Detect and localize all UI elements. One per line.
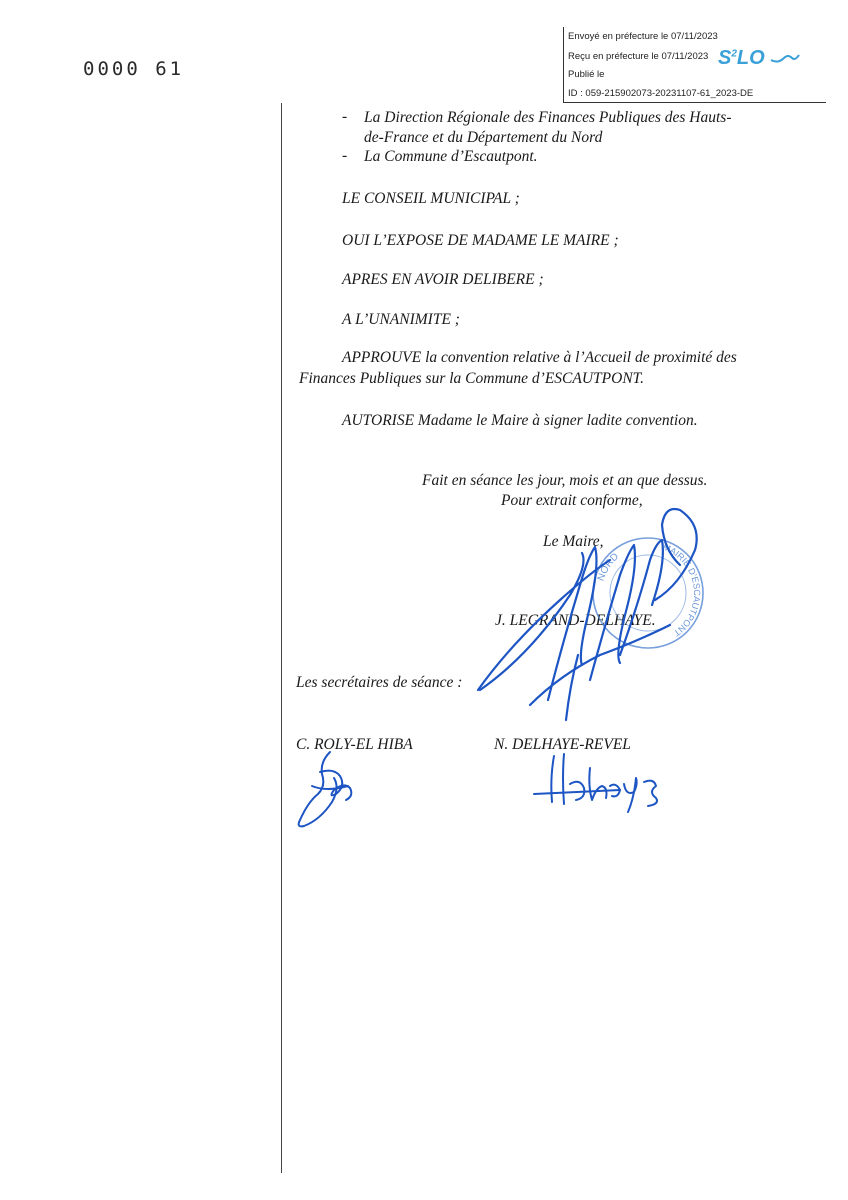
secretary-2-name: N. DELHAYE-REVEL bbox=[494, 736, 631, 753]
mayor-name: J. LEGRAND-DELHAYE. bbox=[495, 612, 656, 629]
mayor-signature bbox=[470, 505, 720, 730]
bullet-1-line-1: La Direction Régionale des Finances Publiques des Hauts- bbox=[364, 109, 732, 126]
approuve-line-2: Finances Publiques sur la Commune d’ESCAUTPONT. bbox=[299, 370, 645, 387]
stamp-received: Reçu en préfecture le 07/11/2023 bbox=[568, 51, 709, 62]
conseil-line: LE CONSEIL MUNICIPAL ; bbox=[342, 190, 520, 207]
svg-text:MAIRIE D’ESCAUTPONT: MAIRIE D’ESCAUTPONT bbox=[661, 541, 703, 639]
stamp-published: Publié le bbox=[568, 69, 605, 80]
s2low-logo: $S^2LO$ bbox=[718, 47, 800, 70]
secretary-2-signature bbox=[530, 748, 670, 823]
approuve-line-1: APPROUVE la convention relative à l’Accueil de proximité des bbox=[342, 349, 737, 366]
page-number: 0000 61 bbox=[83, 58, 185, 80]
autorise-line: AUTORISE Madame le Maire à signer ladite convention. bbox=[342, 412, 698, 429]
unanimite-line: A L’UNANIMITE ; bbox=[342, 311, 460, 328]
secretary-1-signature bbox=[290, 742, 370, 832]
stamp-sent: Envoyé en préfecture le 07/11/2023 bbox=[568, 31, 718, 42]
fait-line: Fait en séance les jour, mois et an que dessus. bbox=[422, 472, 708, 489]
svg-text:NORD: NORD bbox=[595, 551, 622, 583]
bullet-dash: - bbox=[342, 147, 348, 164]
secretary-1-name: C. ROLY-EL HIBA bbox=[296, 736, 413, 753]
mayor-role: Le Maire, bbox=[543, 533, 604, 550]
bullet-dash: - bbox=[342, 108, 348, 125]
logo-swoosh-icon bbox=[770, 52, 800, 66]
oui-line: OUI L’EXPOSE DE MADAME LE MAIRE ; bbox=[342, 232, 619, 249]
margin-rule bbox=[281, 103, 282, 1173]
prefecture-stamp bbox=[563, 27, 826, 103]
bullet-2-line-1: La Commune d’Escautpont. bbox=[364, 148, 538, 165]
extrait-line: Pour extrait conforme, bbox=[501, 492, 643, 509]
secretaries-label: Les secrétaires de séance : bbox=[296, 674, 463, 691]
stamp-id: ID : 059-215902073-20231107-61_2023-DE bbox=[568, 88, 754, 99]
bullet-1-line-2: de-France et du Département du Nord bbox=[364, 129, 603, 146]
apres-line: APRES EN AVOIR DELIBERE ; bbox=[342, 271, 544, 288]
